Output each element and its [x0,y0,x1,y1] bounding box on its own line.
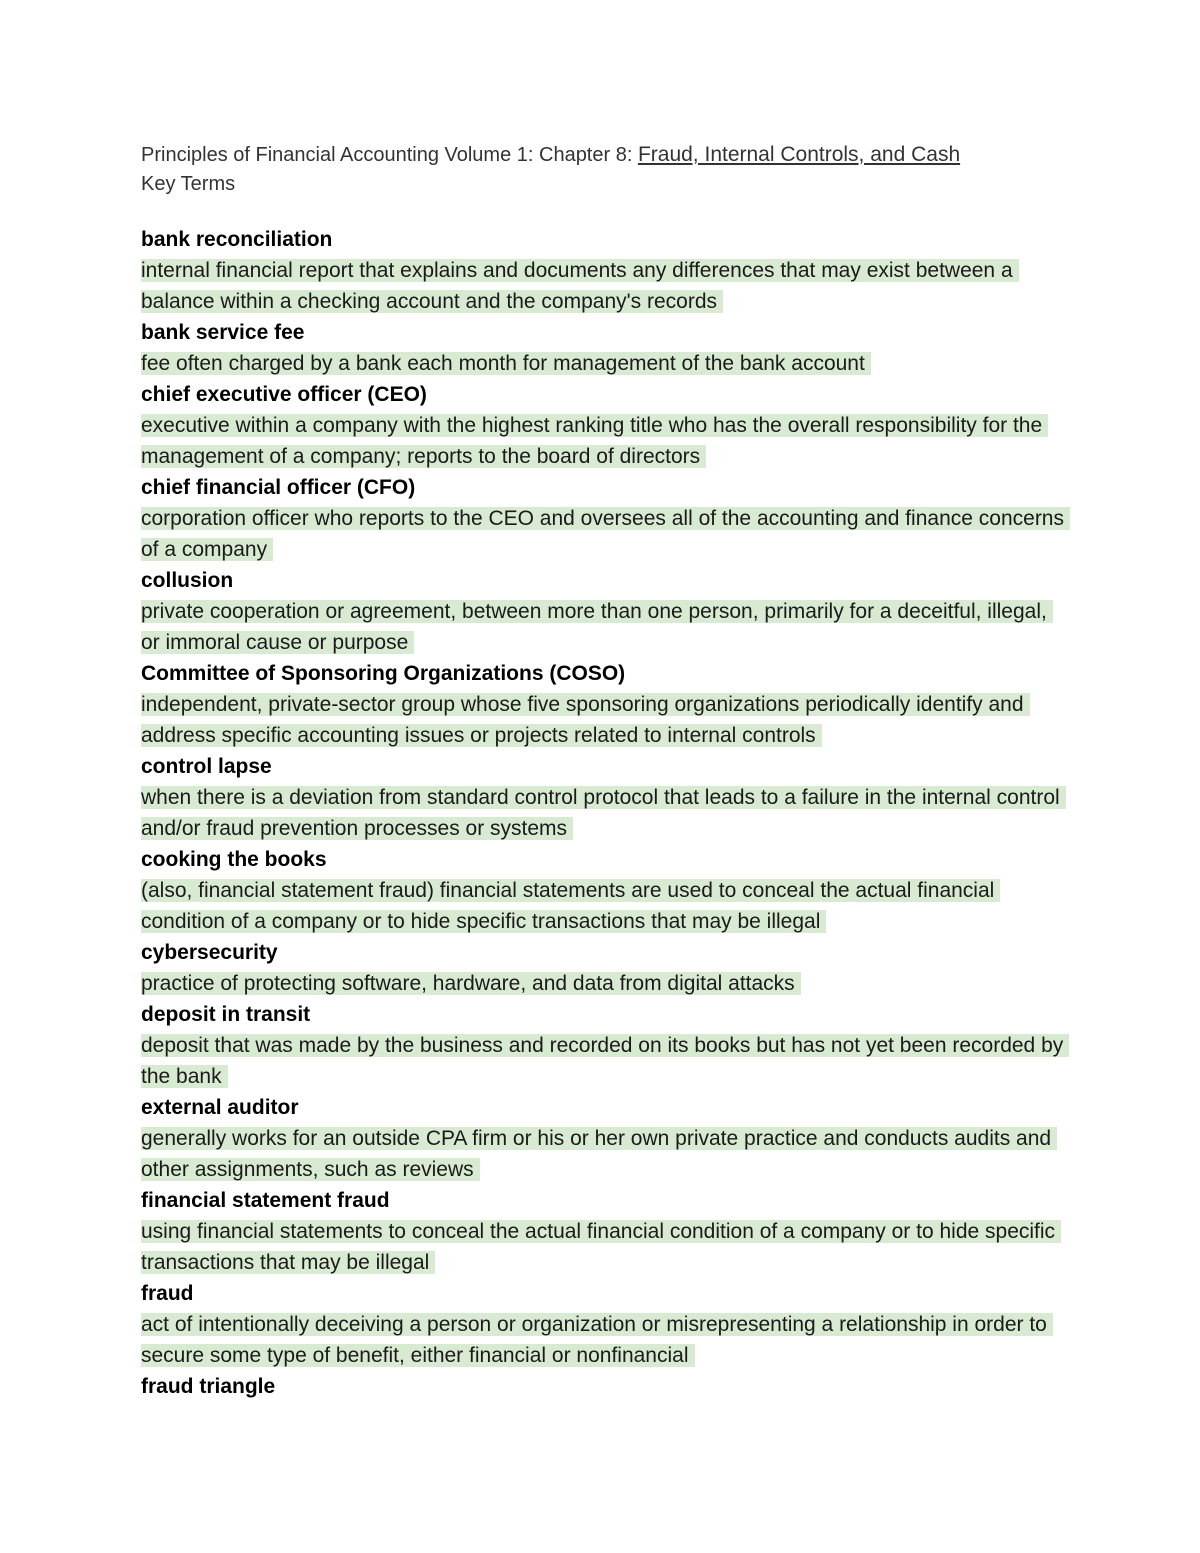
definition-cybersecurity: practice of protecting software, hardware, and data from digital attacks [141,968,1071,999]
definition-ceo: executive within a company with the highest ranking title who has the overall responsibility for the management of a company; reports to the board of directors [141,410,1071,472]
term-financial-statement-fraud: financial statement fraud [141,1189,390,1212]
document-page [141,140,1071,1402]
key-terms-list [141,224,1071,1402]
definition-bank-reconciliation: internal financial report that explains and documents any differences that may exist between a balance within a checking account and the company's records [141,255,1071,317]
definition-cfo: corporation officer who reports to the CEO and oversees all of the accounting and finance concerns of a company [141,503,1071,565]
term-cooking-the-books: cooking the books [141,848,327,871]
definition-coso: independent, private-sector group whose five sponsoring organizations periodically identify and address specific accounting issues or projects related to internal controls [141,689,1071,751]
term-fraud-triangle: fraud triangle [141,1375,276,1398]
definition-deposit-in-transit: deposit that was made by the business and recorded on its books but has not yet been recorded by the bank [141,1030,1071,1092]
definition-bank-service-fee: fee often charged by a bank each month for management of the bank account [141,348,1071,379]
document-header [141,140,1071,170]
definition-control-lapse: when there is a deviation from standard control protocol that leads to a failure in the internal control and/or fraud prevention processes or systems [141,782,1071,844]
term-bank-reconciliation: bank reconciliation [141,228,333,251]
term-ceo: chief executive officer (CEO) [141,383,427,406]
definition-fraud: act of intentionally deceiving a person or organization or misrepresenting a relationship in order to secure some type of benefit, either financial or nonfinancial [141,1309,1071,1371]
term-external-auditor: external auditor [141,1096,299,1119]
term-coso: Committee of Sponsoring Organizations (COSO) [141,662,626,685]
definition-financial-statement-fraud: using financial statements to conceal the actual financial condition of a company or to hide specific transactions that may be illegal [141,1216,1071,1278]
definition-collusion: private cooperation or agreement, between more than one person, primarily for a deceitful, illegal, or immoral cause or purpose [141,596,1071,658]
chapter-link[interactable]: Fraud, Internal Controls, and Cash [637,143,961,166]
term-cybersecurity: cybersecurity [141,941,278,964]
term-collusion: collusion [141,569,234,592]
key-terms-subtitle: Key Terms [141,173,236,195]
term-fraud: fraud [141,1282,194,1305]
term-deposit-in-transit: deposit in transit [141,1003,311,1026]
header-prefix: Principles of Financial Accounting Volume 1: Chapter 8: [141,144,638,166]
definition-external-auditor: generally works for an outside CPA firm or his or her own private practice and conducts audits and other assignments, such as reviews [141,1123,1071,1185]
term-bank-service-fee: bank service fee [141,321,305,344]
term-control-lapse: control lapse [141,755,272,778]
term-cfo: chief financial officer (CFO) [141,476,416,499]
definition-cooking-the-books: (also, financial statement fraud) financial statements are used to conceal the actual financial condition of a company or to hide specific transactions that may be illegal [141,875,1071,937]
